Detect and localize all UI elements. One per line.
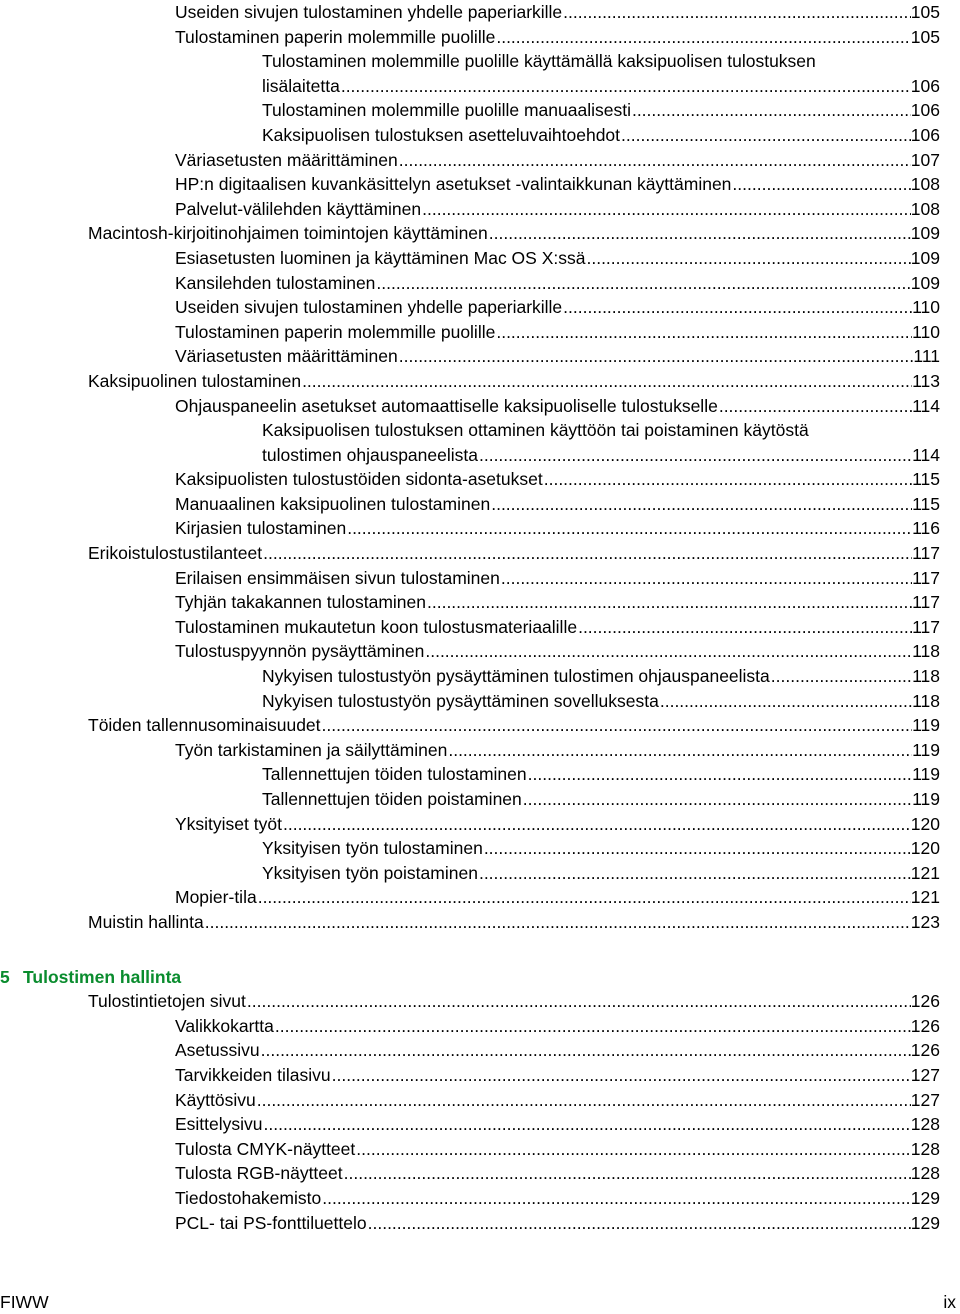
toc-entry[interactable] [0,492,960,517]
toc-leader-dots [424,639,912,664]
toc-entry-page: 106 [910,100,940,121]
toc-leader-dots [204,910,911,935]
toc-leader-dots [262,541,912,566]
toc-entry[interactable] [0,812,960,837]
toc-entry-page: 126 [910,991,940,1012]
toc-entry[interactable] [0,246,960,271]
toc-entry-title: Tulostintietojen sivut [88,991,246,1012]
toc-leader-dots [346,516,912,541]
toc-entry-page: 106 [910,75,940,96]
toc-entry-page: 126 [910,1015,940,1036]
toc-entry-page: 109 [910,223,940,244]
toc-entry-title: Asetussivu [175,1040,260,1061]
toc-entry[interactable] [0,836,960,861]
toc-entry-page: 115 [912,493,940,514]
toc-leader-dots [562,295,912,320]
toc-entry-title: Yksityiset työt [175,813,282,834]
footer-language-code: FIWW [0,1292,49,1312]
toc-entry-page: 118 [912,641,940,662]
toc-leader-dots [478,861,911,886]
toc-entry[interactable] [0,639,960,664]
toc-entry-title: Tulostuspyynnön pysäyttäminen [175,641,425,662]
toc-leader-dots [375,271,910,296]
toc-entry-page: 123 [910,911,940,932]
toc-entry-page: 106 [910,124,940,145]
toc-entry-page: 110 [912,321,940,342]
toc-entry-page: 119 [912,739,940,760]
toc-leader-dots [585,246,910,271]
toc-entry[interactable] [0,664,960,689]
toc-entry-title: Tulostaminen mukautetun koon tulostusmateriaalille [175,616,578,637]
toc-entry-page: 119 [912,789,940,809]
toc-entry[interactable] [0,98,960,123]
toc-entry-title: Nykyisen tulostustyön pysäyttäminen sovelluksesta [262,690,659,711]
footer-page-number: ix [943,1292,956,1312]
toc-entry-title: Työn tarkistaminen ja säilyttäminen [175,739,448,760]
toc-entry[interactable] [0,25,960,50]
toc-leader-dots [543,467,912,492]
toc-entry[interactable] [0,1038,960,1063]
toc-entry-page: 110 [912,297,940,318]
toc-entry-page: 128 [910,1138,940,1159]
toc-entry-title: Kirjasien tulostaminen [175,518,347,539]
toc-entry[interactable] [0,787,960,812]
toc-entry-page: 128 [910,1114,940,1135]
toc-leader-dots [495,320,912,345]
toc-leader-dots [260,1038,911,1063]
toc-entry[interactable] [0,910,960,935]
toc-entry-page: 118 [912,690,940,711]
toc-entry-page: 117 [912,567,940,588]
toc-leader-dots [367,1211,911,1236]
toc-leader-dots [274,1014,911,1039]
toc-entry-page: 121 [910,887,940,908]
toc-entry-page: 121 [910,862,940,883]
toc-leader-dots [659,689,912,714]
toc-entry-page: 120 [910,838,940,859]
toc-entry[interactable] [0,762,960,787]
toc-leader-dots [495,25,910,50]
toc-entry-title: Tulostaminen paperin molemmille puolille [175,321,496,342]
toc-entry-title: Kaksipuolisen tulostuksen asetteluvaihtoehdot [262,124,621,145]
toc-entry-page: 129 [910,1187,940,1208]
toc-leader-dots [321,1186,911,1211]
toc-entry-title: Tulosta CMYK-näytteet [175,1138,356,1159]
toc-entry[interactable] [0,271,960,296]
toc-entry-title: Yksityisen työn poistaminen [262,862,478,883]
toc-entry-title: Yksityisen työn tulostaminen [262,838,483,859]
toc-entry[interactable] [0,590,960,615]
toc-leader-dots [522,787,912,812]
toc-entry[interactable] [0,615,960,640]
toc-entry[interactable] [0,1186,960,1211]
toc-entry-title: Tulosta RGB-näytteet [175,1163,343,1184]
toc-entry-page: 117 [912,592,940,613]
toc-entry-page: 114 [912,444,940,465]
toc-leader-dots [421,197,911,222]
toc-entry-title: Töiden tallennusominaisuudet [88,715,321,736]
toc-entry[interactable] [0,516,960,541]
toc-entry-title: Tyhjän takakannen tulostaminen [175,592,426,613]
toc-entry-page: 105 [910,2,940,22]
toc-entry-page: 109 [910,272,940,293]
chapter-gap [0,935,960,965]
toc-leader-dots [343,1161,911,1186]
toc-entry[interactable] [0,123,960,148]
toc-entry-title: lisälaitetta [262,75,340,96]
toc-entry[interactable] [0,394,960,419]
toc-entry-page: 127 [910,1089,940,1110]
toc-entry-page: 119 [912,764,940,785]
toc-entry-title: Kaksipuolisen tulostuksen ottaminen käyttöön tai poistaminen käytöstä [262,420,809,441]
toc-entry[interactable] [0,74,960,99]
chapter-number: 5 [0,966,10,987]
toc-leader-dots [301,369,912,394]
toc-entry[interactable] [0,885,960,910]
toc-leader-dots [331,1063,911,1088]
toc-entry[interactable] [0,344,960,369]
toc-leader-dots [321,713,913,738]
toc-entry-title: Tallennettujen töiden poistaminen [262,789,522,809]
toc-entry-page: 129 [910,1212,940,1233]
toc-leader-dots [631,98,911,123]
toc-leader-dots [562,0,911,25]
toc-entry[interactable] [0,1112,960,1137]
toc-entry-page: 108 [910,198,940,219]
toc-entry-page: 105 [910,26,940,47]
toc-entry-page: 119 [912,715,940,736]
toc-entry-title: tulostimen ohjauspaneelista [262,444,478,465]
chapter-heading[interactable] [0,965,960,990]
toc-leader-dots [488,221,911,246]
toc-entry[interactable] [0,689,960,714]
toc-entry-title: Macintosh-kirjoitinohjaimen toimintojen käyttäminen [88,223,488,244]
toc-entry[interactable] [0,1063,960,1088]
toc-entry-title: Kaksipuolisten tulostustöiden sidonta-asetukset [175,469,543,490]
toc-entry[interactable] [0,566,960,591]
chapter-title: Tulostimen hallinta [23,966,182,987]
toc-entry[interactable] [0,467,960,492]
toc-leader-dots [398,148,911,173]
toc-leader-dots [257,885,911,910]
toc-leader-dots [718,394,912,419]
toc-entry-title: Esiasetusten luominen ja käyttäminen Mac OS X:ssä [175,247,586,268]
toc-leader-dots [478,443,912,468]
toc-entry[interactable] [0,320,960,345]
toc-entry-page: 108 [910,174,940,195]
toc-leader-dots [490,492,912,517]
toc-entry[interactable] [0,418,960,443]
toc-entry-title: Tarvikkeiden tilasivu [175,1064,331,1085]
toc-entry-page: 114 [912,395,940,416]
toc-entry[interactable] [0,295,960,320]
toc-leader-dots [246,989,911,1014]
toc-entry[interactable] [0,221,960,246]
toc-entry[interactable] [0,49,960,74]
toc-leader-dots [770,664,912,689]
toc-entry-title: Kaksipuolinen tulostaminen [88,370,302,391]
toc-leader-dots [340,74,911,99]
toc-leader-dots [620,123,911,148]
toc-entry-title: Tulostaminen paperin molemmille puolille [175,26,496,47]
toc-entry-page: 126 [910,1040,940,1061]
toc-entry-title: Manuaalinen kaksipuolinen tulostaminen [175,493,491,514]
toc-entry-title: Palvelut-välilehden käyttäminen [175,198,422,219]
toc-leader-dots [731,172,910,197]
toc-entry[interactable] [0,0,960,25]
toc-leader-dots [256,1088,911,1113]
toc-leader-dots [355,1137,911,1162]
toc-entry-title: Väriasetusten määrittäminen [175,346,398,367]
toc-entry-title: Tulostaminen molemmille puolille manuaalisesti [262,100,631,121]
toc-entry-title: Väriasetusten määrittäminen [175,149,398,170]
toc-entry[interactable] [0,713,960,738]
toc-entry[interactable] [0,172,960,197]
toc-entry-page: 109 [910,247,940,268]
toc-entry-title: Nykyisen tulostustyön pysäyttäminen tulostimen ohjauspaneelista [262,666,770,687]
toc-entry-title: Tiedostohakemisto [175,1187,322,1208]
toc-entry[interactable] [0,443,960,468]
toc-entry[interactable] [0,369,960,394]
toc-entry-title: Tallennettujen töiden tulostaminen [262,764,527,785]
toc-entry-title: PCL- tai PS-fonttiluettelo [175,1212,367,1233]
toc-entry[interactable] [0,1014,960,1039]
toc-entry[interactable] [0,989,960,1014]
toc-section-chapter-5 [0,989,960,1235]
toc-entry-title: Muistin hallinta [88,911,204,932]
toc-entry-title: HP:n digitaalisen kuvankäsittelyn asetukset -valintaikkunan käyttäminen [175,174,732,195]
toc-entry-page: 115 [912,469,940,490]
toc-entry-title: Kansilehden tulostaminen [175,272,376,293]
toc-entry-page: 117 [912,543,940,564]
toc-entry-page: 128 [910,1163,940,1184]
toc-entry-title: Ohjauspaneelin asetukset automaattiselle kaksipuoliselle tulostukselle [175,395,718,416]
toc-entry-page: 113 [912,370,940,391]
toc-entry-title: Useiden sivujen tulostaminen yhdelle paperiarkille [175,297,563,318]
toc-entry-page: 120 [910,813,940,834]
toc-entry[interactable] [0,1161,960,1186]
toc-entry[interactable] [0,541,960,566]
toc-entry-page: 107 [910,149,940,170]
toc-entry-title: Tulostaminen molemmille puolille käyttämällä kaksipuolisen tulostuksen [262,51,816,72]
toc-entry-title: Erikoistulostustilanteet [88,543,263,564]
toc-leader-dots [426,590,912,615]
toc-leader-dots [500,566,912,591]
toc-leader-dots [263,1112,911,1137]
toc-entry-page: 118 [912,666,940,687]
toc-entry[interactable] [0,148,960,173]
toc-entry-title: Useiden sivujen tulostaminen yhdelle paperiarkille [175,2,563,22]
toc-entry-page: 116 [912,518,940,539]
toc-leader-dots [577,615,912,640]
toc-entry-title: Mopier-tila [175,887,257,908]
toc-entry[interactable] [0,1137,960,1162]
toc-entry-title: Käyttösivu [175,1089,256,1110]
toc-entry[interactable] [0,861,960,886]
toc-entry[interactable] [0,197,960,222]
toc-entry-page: 127 [910,1064,940,1085]
toc-entry[interactable] [0,1088,960,1113]
toc-entry-title: Esittelysivu [175,1114,263,1135]
toc-entry[interactable] [0,738,960,763]
toc-entry-title: Valikkokartta [175,1015,274,1036]
toc-leader-dots [398,344,914,369]
toc-leader-dots [527,762,912,787]
toc-leader-dots [447,738,912,763]
toc-entry-title: Erilaisen ensimmäisen sivun tulostaminen [175,567,500,588]
toc-entry-page: 117 [912,616,940,637]
toc-entry[interactable] [0,1211,960,1236]
toc-entry-page: 111 [913,346,940,367]
toc-leader-dots [483,836,911,861]
toc-leader-dots [282,812,911,837]
